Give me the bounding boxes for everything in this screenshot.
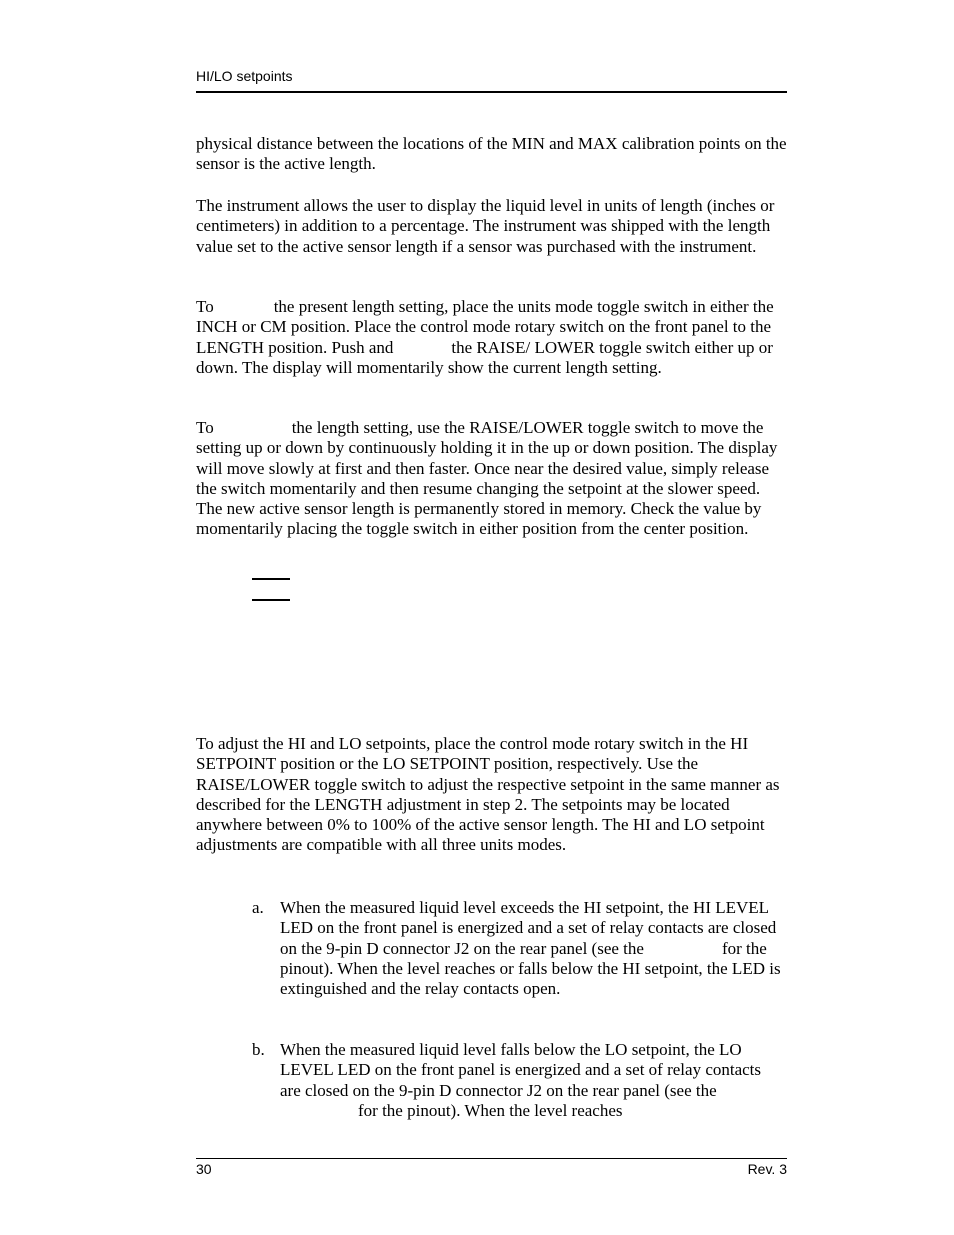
list-text: When the measured liquid level exceeds the HI setpoint, the HI LEVEL LED on the front panel is energized and a set of relay contacts are closed on the 9-pin D connector J2 on the rear panel (see the	[280, 898, 777, 958]
paragraph-text: To	[196, 418, 214, 437]
paragraph-change-length	[196, 418, 787, 540]
list-text: When the measured liquid level falls below the LO setpoint, the LO LEVEL LED on the front panel is energized and a set of relay contacts are closed on the 9-pin D connector J2 on the rear panel (see the	[280, 1040, 762, 1100]
list-marker: a.	[252, 898, 264, 917]
revision-label: Rev. 3	[747, 1161, 787, 1177]
list-item	[196, 1040, 787, 1121]
note-rule	[252, 578, 290, 580]
note-rule	[252, 599, 290, 601]
list-item-text	[280, 898, 785, 999]
paragraph-adjust-setpoints: To adjust the HI and LO setpoints, place the control mode rotary switch in the HI SETPOINT position or the LO SETPOINT position, respectively. Use the RAISE/LOWER toggle switch to adjust the respective setpoint in the same manner as described for the LENGTH adjustment in step 2. The setpoints may be located anywhere between 0% to 100% of the active sensor length. The HI and LO setpoint adjustments are compatible with all three units modes.	[196, 734, 780, 855]
paragraph-units-of-length: The instrument allows the user to display the liquid level in units of length (inches or centimeters) in addition to a percentage. The instrument was shipped with the length value set to the active sensor length if a sensor was purchased with the instrument.	[196, 196, 775, 256]
list-text: for the pinout). When the level reaches or falls below the HI setpoint, the LED is extinguished and the relay contacts open.	[280, 938, 781, 999]
paragraph-text: the RAISE/ LOWER toggle switch either up or down. The display will momentarily show the current length setting.	[196, 337, 773, 377]
paragraph-active-length: physical distance between the locations of the MIN and MAX calibration points on the sensor is the active length.	[196, 134, 787, 174]
paragraph-text: the present length setting, place the units mode toggle switch in either the INCH or CM position. Place the control mode rotary switch on the front panel to the LENGTH position. Push and	[196, 297, 774, 357]
paragraph-text: the length setting, use the RAISE/LOWER toggle switch to move the setting up or down by continuously holding it in the up or down position. The display will move slowly at first and then faster. Once near the desired value, simply release the switch momentarily and then resume changing the setpoint at the slower speed. The new active sensor length is permanently stored in memory. Check the value by momentarily placing the toggle switch in either position from the center position.	[196, 418, 778, 539]
list-text: for the pinout). When the level reaches	[358, 1100, 623, 1120]
list-item	[196, 898, 787, 999]
list-item-text	[280, 1040, 785, 1121]
paragraph-text: To	[196, 297, 214, 316]
footer-rule	[196, 1158, 787, 1159]
paragraph-view-length	[196, 297, 787, 378]
list-marker: b.	[252, 1040, 265, 1059]
page-number: 30	[196, 1161, 212, 1177]
running-header: HI/LO setpoints	[196, 68, 293, 84]
header-rule	[196, 91, 787, 93]
